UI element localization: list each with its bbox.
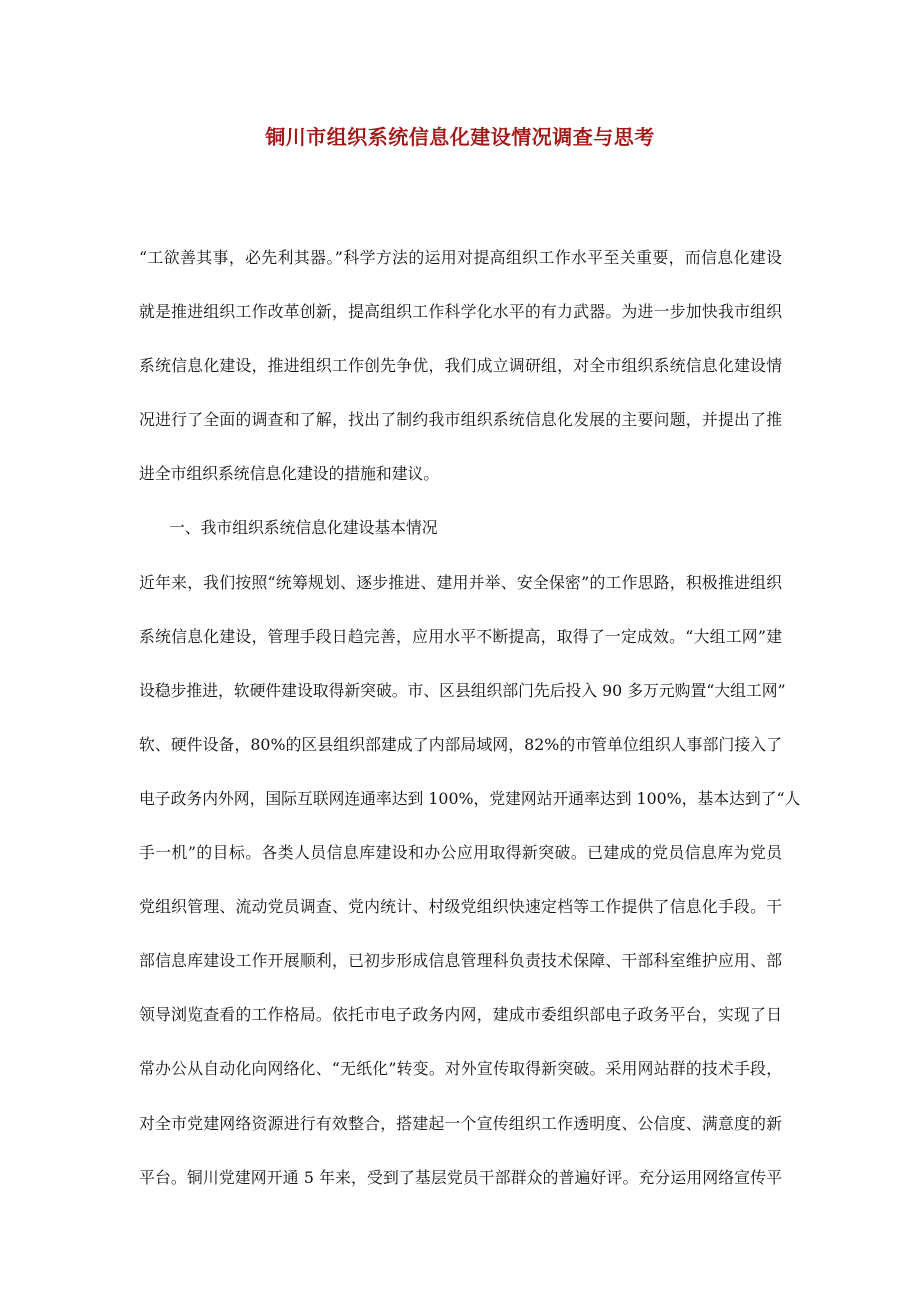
document-title: 铜川市组织系统信息化建设情况调查与思考 xyxy=(265,125,655,149)
paragraph-line: 党组织管理、流动党员调查、党内统计、村级党组织快速定档等工作提供了信息化手段。干 xyxy=(139,897,782,917)
paragraph-line: 设稳步推进，软硬件建设取得新突破。市、区县组织部门先后投入 90 多万元购置“大组工网” xyxy=(139,680,786,700)
paragraph-line: 系统信息化建设，推进组织工作创先争优，我们成立调研组，对全市组织系统信息化建设情 xyxy=(139,356,782,376)
paragraph-line: 部信息库建设工作开展顺利，已初步形成信息管理科负责技术保障、干部科室维护应用、部 xyxy=(139,951,782,971)
document-body xyxy=(139,244,801,1218)
paragraph-line: 手一机”的目标。各类人员信息库建设和办公应用取得新突破。已建成的党员信息库为党员 xyxy=(139,843,782,863)
paragraph-line: 况进行了全面的调查和了解，找出了制约我市组织系统信息化发展的主要问题，并提出了推 xyxy=(139,410,782,430)
paragraph-line: 领导浏览查看的工作格局。依托市电子政务内网，建成市委组织部电子政务平台，实现了日 xyxy=(139,1005,782,1025)
paragraph-line: 软、硬件设备，80%的区县组织部建成了内部局域网，82%的市管单位组织人事部门接入了 xyxy=(139,734,782,754)
paragraph-line: 电子政务内外网，国际互联网连通率达到 100%，党建网站开通率达到 100%，基本达到了“人 xyxy=(139,788,801,808)
paragraph-line: 近年来，我们按照“统筹规划、逐步推进、建用并举、安全保密”的工作思路，积极推进组织 xyxy=(139,572,782,592)
section-heading: 一、我市组织系统信息化建设基本情况 xyxy=(169,518,438,538)
paragraph-line: 平台。铜川党建网开通 5 年来，受到了基层党员干部群众的普遍好评。充分运用网络宣传平 xyxy=(139,1167,782,1187)
paragraph-line: 常办公从自动化向网络化、“无纸化”转变。对外宣传取得新突破。采用网站群的技术手段， xyxy=(139,1059,782,1079)
paragraph-line: “工欲善其事，必先利其器。”科学方法的运用对提高组织工作水平至关重要，而信息化建设 xyxy=(139,248,782,267)
paragraph-line: 对全市党建网络资源进行有效整合，搭建起一个宣传组织工作透明度、公信度、满意度的新 xyxy=(139,1113,782,1133)
paragraph-line: 系统信息化建设，管理手段日趋完善，应用水平不断提高，取得了一定成效。“大组工网”建 xyxy=(139,626,782,646)
paragraph-line: 进全市组织系统信息化建设的措施和建议。 xyxy=(139,464,440,484)
paragraph-line: 就是推进组织工作改革创新，提高组织工作科学化水平的有力武器。为进一步加快我市组织 xyxy=(139,302,782,322)
